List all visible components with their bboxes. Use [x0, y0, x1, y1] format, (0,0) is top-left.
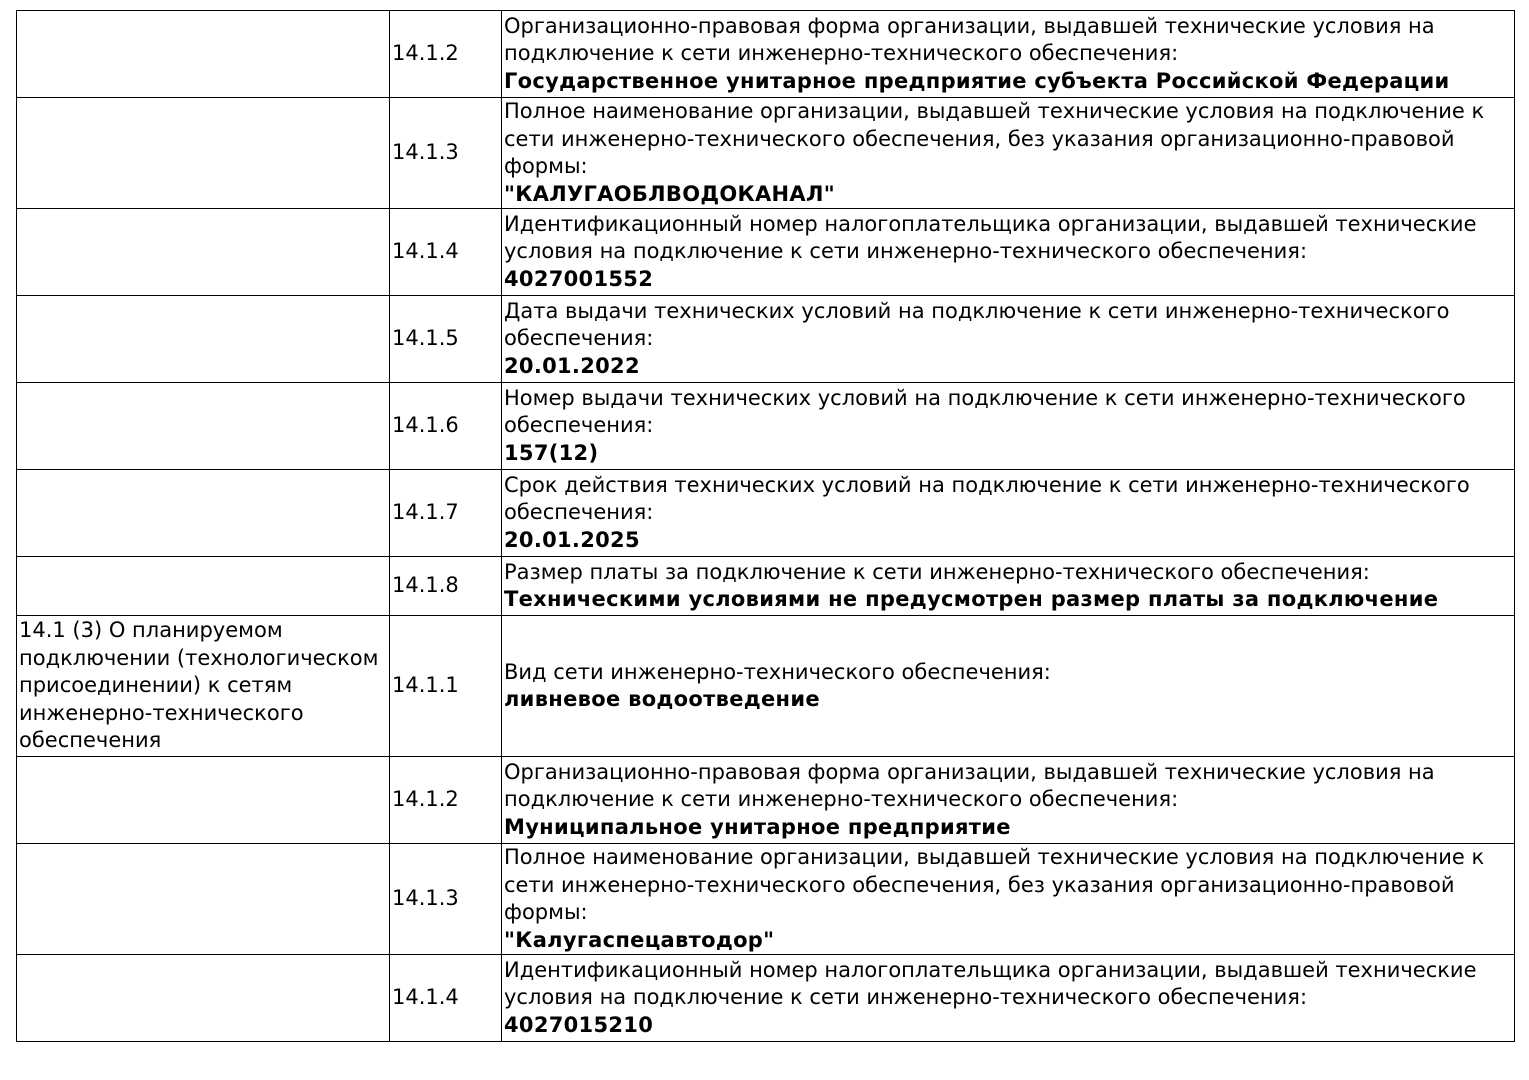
section-cell	[17, 296, 390, 383]
table-row	[17, 11, 1515, 98]
field-label: Организационно-правовая форма организации, выдавшей технические условия на подключение к сети инженерно-технического обеспечения:	[504, 13, 1435, 66]
item-description	[502, 616, 1515, 757]
table-row	[17, 98, 1515, 209]
field-label: Организационно-правовая форма организации, выдавшей технические условия на подключение к сети инженерно-технического обеспечения:	[504, 759, 1435, 812]
table-row	[17, 955, 1515, 1042]
item-number: 14.1.5	[390, 296, 502, 383]
field-label: Идентификационный номер налогоплательщика организации, выдавшей технические условия на подключение к сети инженерно-технического обеспечения:	[504, 957, 1477, 1010]
item-number: 14.1.7	[390, 470, 502, 557]
item-number: 14.1.8	[390, 557, 502, 616]
field-value: Техническими условиями не предусмотрен размер платы за подключение	[504, 587, 1439, 611]
item-description	[502, 11, 1515, 98]
field-value: 4027015210	[504, 1012, 654, 1037]
section-cell	[17, 955, 390, 1042]
document-table	[16, 10, 1515, 1042]
section-cell	[17, 557, 390, 616]
section-cell	[17, 844, 390, 955]
table-row	[17, 296, 1515, 383]
item-description	[502, 955, 1515, 1042]
item-description	[502, 98, 1515, 209]
table-row	[17, 383, 1515, 470]
item-number: 14.1.3	[390, 844, 502, 955]
section-cell	[17, 470, 390, 557]
field-value: ливневое водоотведение	[504, 687, 820, 711]
item-description	[502, 296, 1515, 383]
field-value: "Калугаспецавтодор"	[504, 927, 775, 952]
table-row	[17, 209, 1515, 296]
section-cell	[17, 98, 390, 209]
table-row	[17, 557, 1515, 616]
item-number: 14.1.1	[390, 616, 502, 757]
field-value: 20.01.2022	[504, 353, 640, 378]
table-row	[17, 470, 1515, 557]
field-label: Вид сети инженерно-технического обеспечения:	[504, 659, 1051, 684]
field-label: Полное наименование организации, выдавшей технические условия на подключение к сети инженерно-технического обеспечения, без указания организационно-правовой формы:	[504, 845, 1485, 924]
field-label: Дата выдачи технических условий на подключение к сети инженерно-технического обеспечения:	[504, 298, 1450, 351]
field-label: Номер выдачи технических условий на подключение к сети инженерно-технического обеспечения:	[504, 385, 1466, 438]
table-row	[17, 757, 1515, 844]
field-value: 4027001552	[504, 266, 654, 291]
field-label: Срок действия технических условий на подключение к сети инженерно-технического обеспечения:	[504, 472, 1470, 525]
item-description	[502, 757, 1515, 844]
field-value: 20.01.2025	[504, 527, 640, 552]
field-label: Идентификационный номер налогоплательщика организации, выдавшей технические условия на подключение к сети инженерно-технического обеспечения:	[504, 211, 1477, 264]
field-value: 157(12)	[504, 440, 599, 465]
item-description	[502, 557, 1515, 616]
item-number: 14.1.4	[390, 209, 502, 296]
item-description	[502, 383, 1515, 470]
section-cell	[17, 757, 390, 844]
section-cell	[17, 11, 390, 98]
item-number: 14.1.2	[390, 757, 502, 844]
field-label: Размер платы за подключение к сети инженерно-технического обеспечения:	[504, 559, 1370, 584]
field-value: Государственное унитарное предприятие субъекта Российской Федерации	[504, 68, 1450, 93]
field-label: Полное наименование организации, выдавшей технические условия на подключение к сети инженерно-технического обеспечения, без указания организационно-правовой формы:	[504, 99, 1485, 178]
field-value: Муниципальное унитарное предприятие	[504, 814, 1011, 839]
item-number: 14.1.2	[390, 11, 502, 98]
field-value: "КАЛУГАОБЛВОДОКАНАЛ"	[504, 181, 835, 206]
item-number: 14.1.4	[390, 955, 502, 1042]
table-row	[17, 844, 1515, 955]
item-number: 14.1.6	[390, 383, 502, 470]
table-row	[17, 616, 1515, 757]
section-cell	[17, 209, 390, 296]
item-description	[502, 844, 1515, 955]
section-cell	[17, 383, 390, 470]
item-description	[502, 209, 1515, 296]
item-number: 14.1.3	[390, 98, 502, 209]
section-title: 14.1 (3) О планируемом подключении (технологическом присоединении) к сетям инженерно-технического обеспечения	[17, 616, 390, 757]
item-description	[502, 470, 1515, 557]
